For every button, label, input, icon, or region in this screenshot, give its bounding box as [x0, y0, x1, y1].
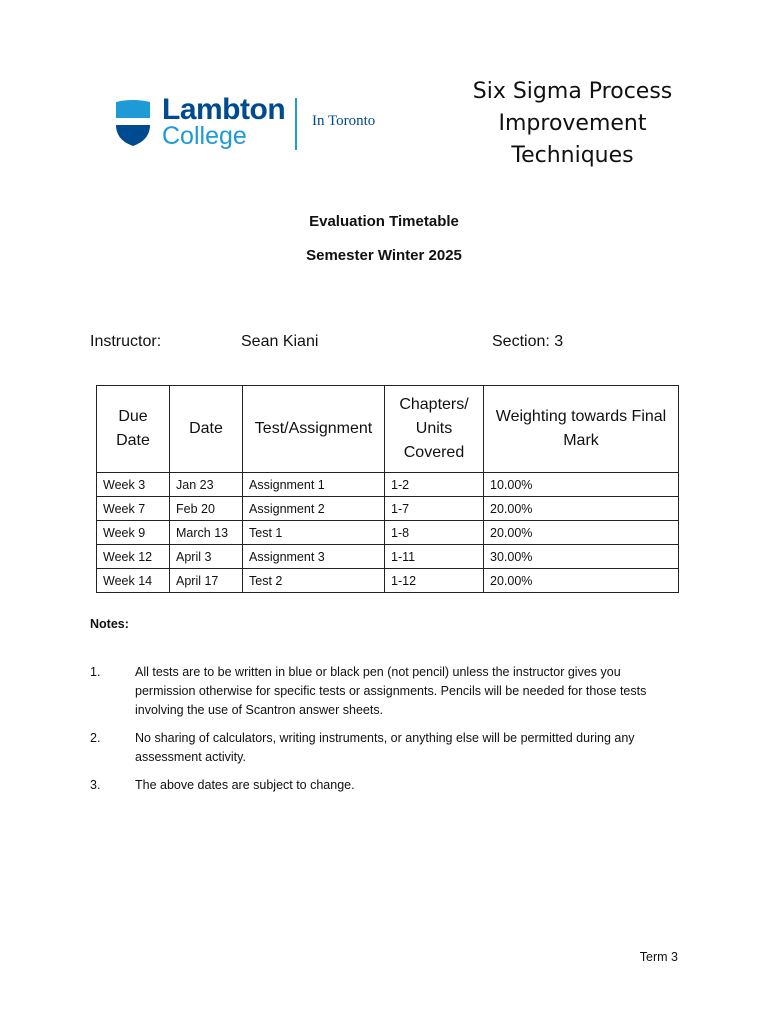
cell-due-date: Week 14 — [97, 569, 170, 593]
cell-date: March 13 — [170, 521, 243, 545]
cell-weighting: 20.00% — [484, 497, 679, 521]
cell-chapters: 1-8 — [385, 521, 484, 545]
cell-chapters: 1-12 — [385, 569, 484, 593]
header-test-assignment: Test/Assignment — [243, 386, 385, 473]
table-row — [97, 497, 679, 521]
cell-weighting: 10.00% — [484, 473, 679, 497]
cell-test-assignment: Assignment 2 — [243, 497, 385, 521]
semester-label: Semester Winter 2025 — [306, 247, 462, 264]
logo-name-line2: College — [162, 122, 247, 150]
cell-date: Jan 23 — [170, 473, 243, 497]
note-text: All tests are to be written in blue or black pen (not pencil) unless the instructor gives you permission otherwise for specific tests or assignments. Pencils will be needed for those tests involving the use of Scantron answer sheets. — [135, 665, 647, 717]
notes-heading: Notes: — [90, 617, 129, 631]
header-date: Date — [170, 386, 243, 473]
note-number: 3. — [90, 778, 101, 792]
table-row — [97, 473, 679, 497]
cell-test-assignment: Test 2 — [243, 569, 385, 593]
cell-weighting: 20.00% — [484, 569, 679, 593]
cell-due-date: Week 7 — [97, 497, 170, 521]
instructor-name: Sean Kiani — [241, 333, 319, 350]
table-row — [97, 521, 679, 545]
cell-weighting: 30.00% — [484, 545, 679, 569]
cell-test-assignment: Assignment 3 — [243, 545, 385, 569]
cell-chapters: 1-7 — [385, 497, 484, 521]
cell-due-date: Week 3 — [97, 473, 170, 497]
header-chapters-units: Chapters/ Units Covered — [385, 386, 484, 473]
header-weighting: Weighting towards Final Mark — [484, 386, 679, 473]
college-logo — [92, 76, 392, 156]
evaluation-table — [96, 385, 679, 593]
note-number: 2. — [90, 731, 101, 745]
shield-icon — [114, 98, 152, 148]
cell-chapters: 1-11 — [385, 545, 484, 569]
instructor-label: Instructor: — [90, 333, 162, 350]
table-row — [97, 569, 679, 593]
note-number: 1. — [90, 665, 101, 679]
cell-date: April 3 — [170, 545, 243, 569]
logo-location: In Toronto — [312, 113, 376, 129]
table-row — [97, 545, 679, 569]
course-title: Six Sigma Process Improvement Techniques — [472, 79, 673, 168]
note-text: No sharing of calculators, writing instruments, or anything else will be permitted during any assessment activity. — [135, 731, 635, 764]
cell-chapters: 1-2 — [385, 473, 484, 497]
cell-weighting: 20.00% — [484, 521, 679, 545]
note-text: The above dates are subject to change. — [135, 778, 355, 792]
cell-due-date: Week 9 — [97, 521, 170, 545]
cell-test-assignment: Assignment 1 — [243, 473, 385, 497]
section-label: Section: 3 — [492, 333, 564, 350]
cell-date: April 17 — [170, 569, 243, 593]
cell-due-date: Week 12 — [97, 545, 170, 569]
logo-divider — [295, 98, 297, 150]
cell-test-assignment: Test 1 — [243, 521, 385, 545]
cell-date: Feb 20 — [170, 497, 243, 521]
logo-name-line1: Lambton — [162, 93, 286, 126]
header-due-date: Due Date — [97, 386, 170, 473]
footer-term: Term 3 — [639, 950, 678, 964]
table-header-row — [97, 386, 679, 473]
document-heading: Evaluation Timetable — [309, 213, 459, 230]
